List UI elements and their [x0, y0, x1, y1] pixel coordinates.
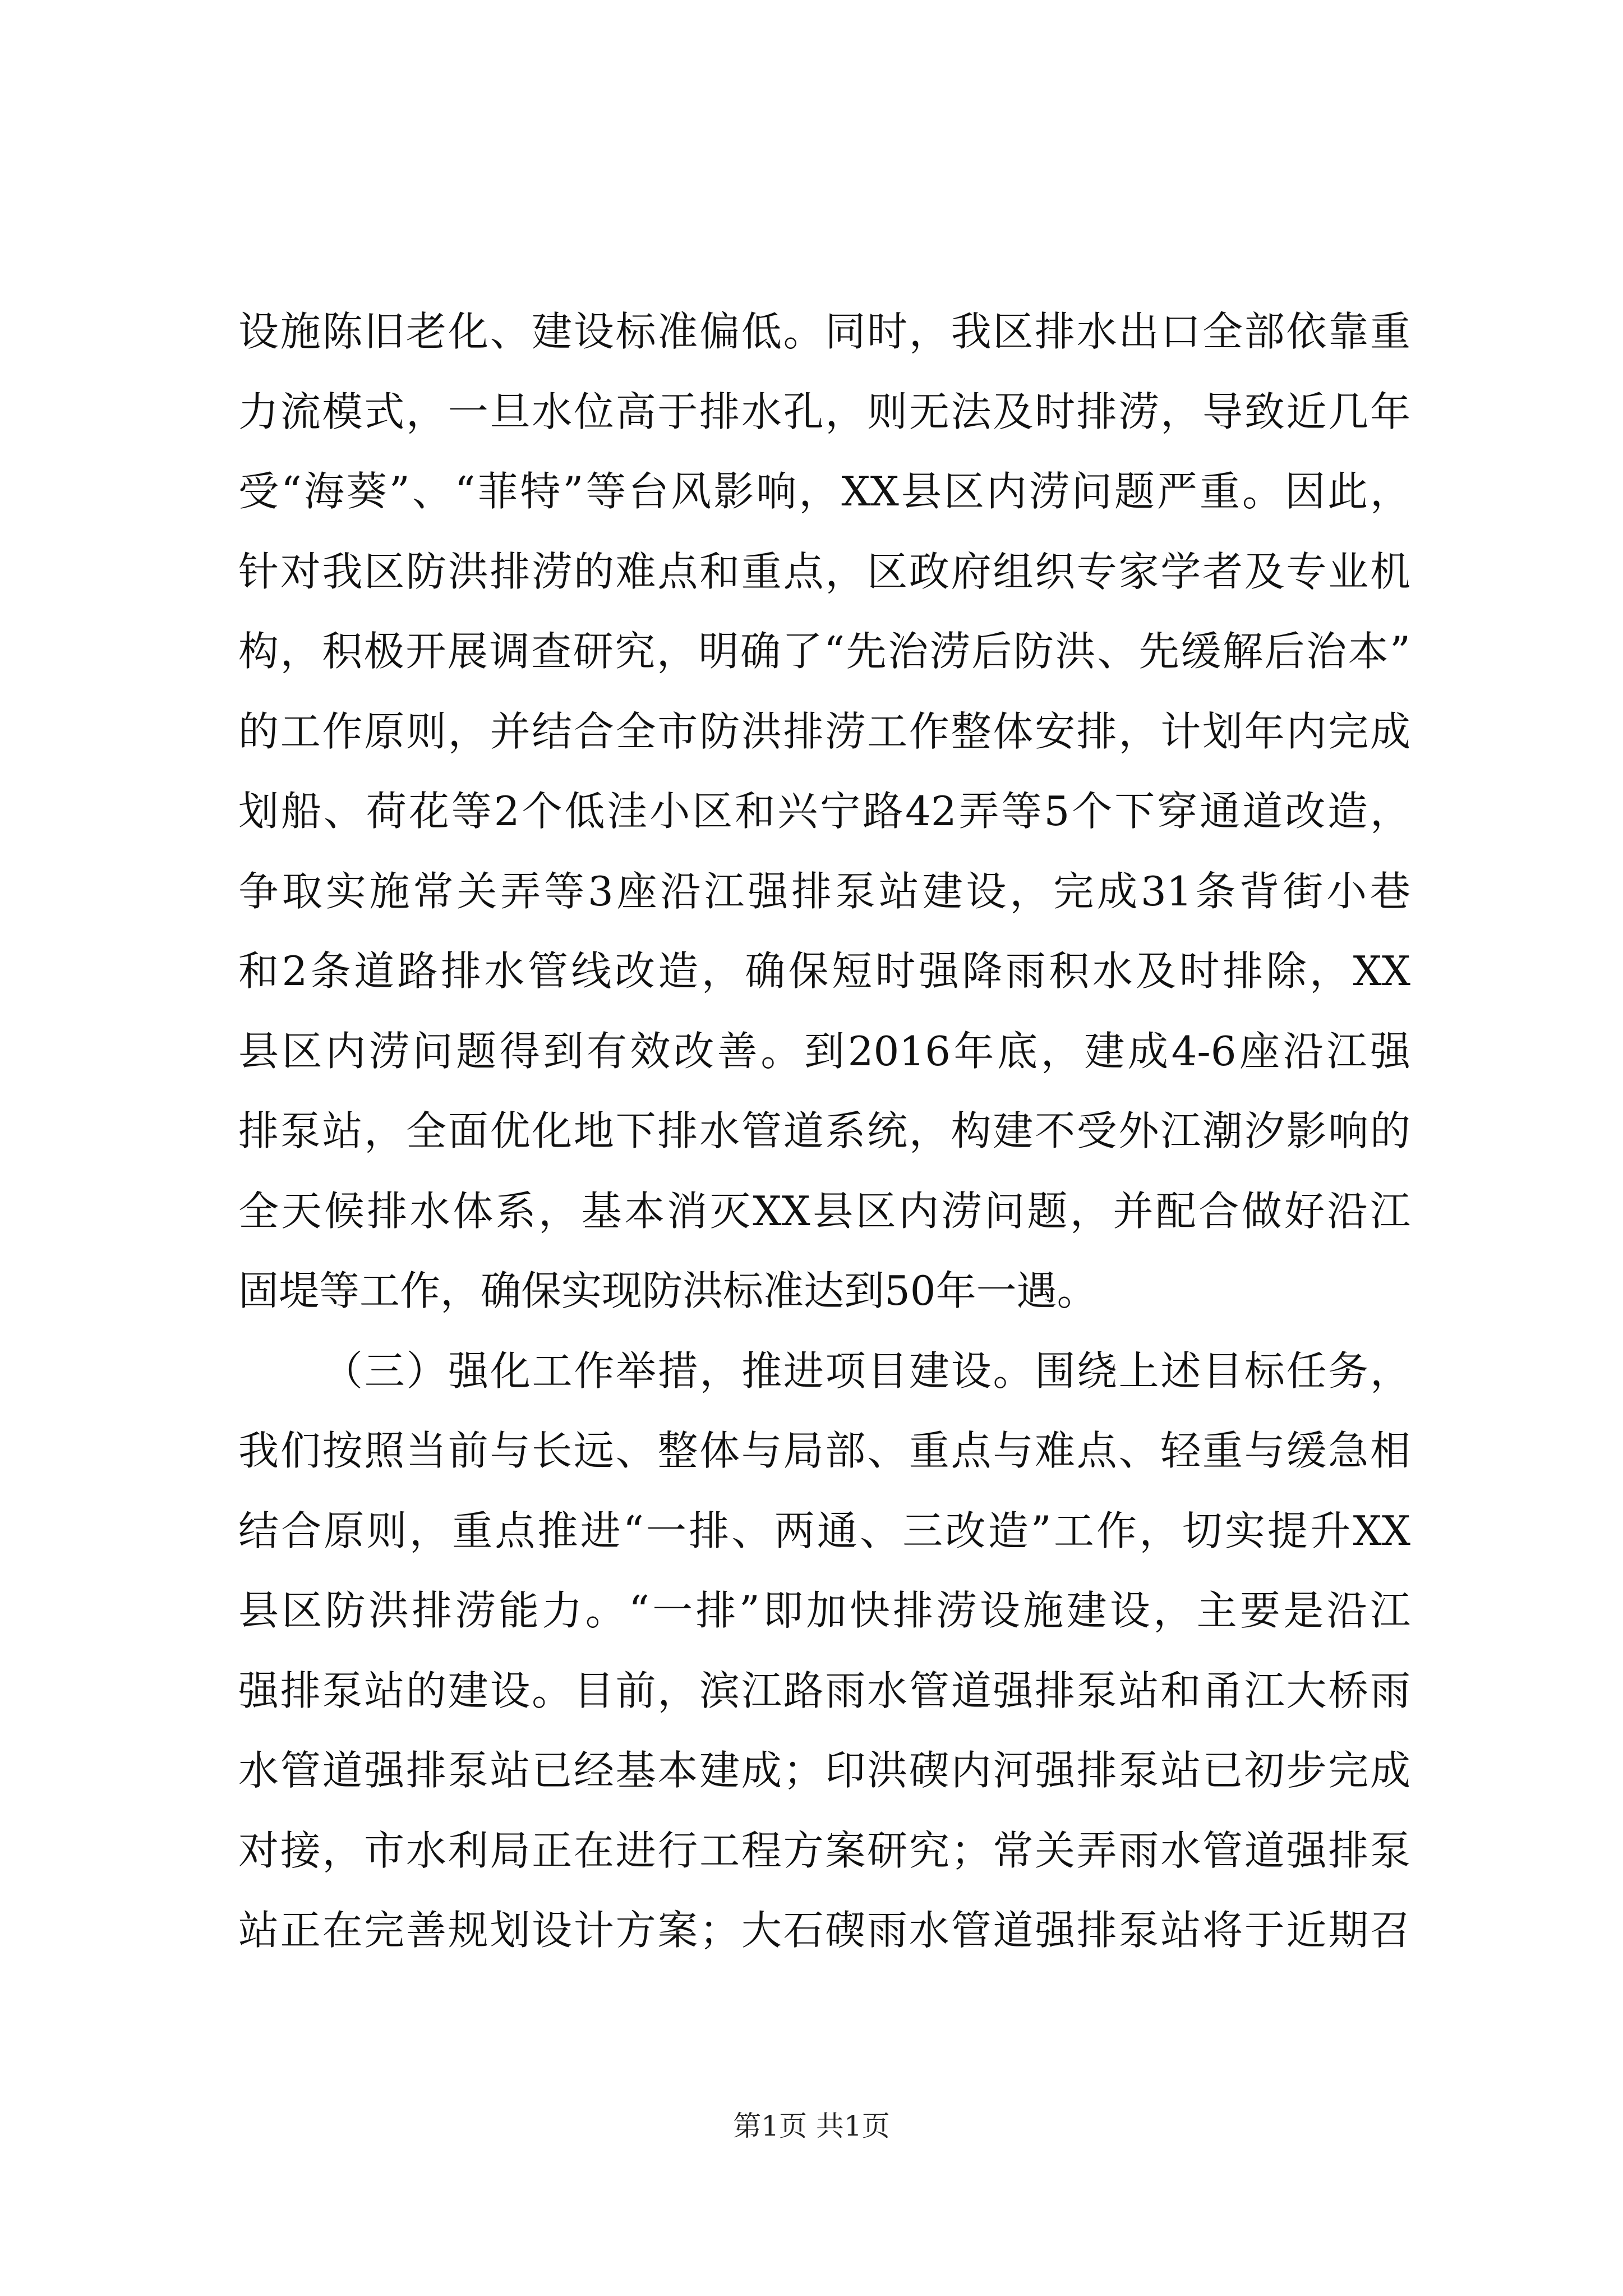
text-line: 排泵站，全面优化地下排水管道系统，构建不受外江潮汐影响的 — [238, 1107, 1410, 1154]
text-line: 力流模式，一旦水位高于排水孔，则无法及时排涝，导致近几年 — [238, 388, 1410, 435]
text-line: 全天候排水体系，基本消灭XX县区内涝问题，并配合做好沿江 — [238, 1187, 1410, 1235]
text-line: 争取实施常关弄等3座沿江强排泵站建设，完成31条背街小巷 — [238, 867, 1410, 915]
text-line: 划船、荷花等2个低洼小区和兴宁路42弄等5个下穿通道改造， — [238, 788, 1410, 835]
paragraph-end-line: 固堤等工作，确保实现防洪标准达到50年一遇。 — [238, 1267, 1098, 1314]
text-line: 的工作原则，并结合全市防洪排涝工作整体安排，计划年内完成 — [238, 707, 1410, 755]
text-line: 对接，市水利局正在进行工程方案研究；常关弄雨水管道强排泵 — [238, 1826, 1410, 1874]
text-line: 和2条道路排水管线改造，确保短时强降雨积水及时排除，XX — [238, 947, 1410, 995]
text-line: 水管道强排泵站已经基本建成；印洪碶内河强排泵站已初步完成 — [238, 1747, 1410, 1794]
text-line: 站正在完善规划设计方案；大石碶雨水管道强排泵站将于近期召 — [238, 1907, 1410, 1954]
section-heading-line: （三）强化工作举措，推进项目建设。围绕上述目标任务， — [322, 1347, 1410, 1395]
text-line: 强排泵站的建设。目前，滨江路雨水管道强排泵站和甬江大桥雨 — [238, 1667, 1410, 1714]
text-line: 构，积极开展调查研究，明确了“先治涝后防洪、先缓解后治本” — [238, 628, 1410, 675]
text-line: 设施陈旧老化、建设标准偏低。同时，我区排水出口全部依靠重 — [238, 308, 1410, 355]
text-line: 受“海葵”、“菲特”等台风影响，XX县区内涝问题严重。因此， — [238, 468, 1410, 515]
text-line: 结合原则，重点推进“一排、两通、三改造”工作，切实提升XX — [238, 1507, 1410, 1554]
text-line: 县区内涝问题得到有效改善。到2016年底，建成4-6座沿江强 — [238, 1027, 1410, 1075]
text-line: 针对我区防洪排涝的难点和重点，区政府组织专家学者及专业机 — [238, 547, 1410, 595]
text-line: 县区防洪排涝能力。“一排”即加快排涝设施建设，主要是沿江 — [238, 1587, 1410, 1634]
text-line: 我们按照当前与长远、整体与局部、重点与难点、轻重与缓急相 — [238, 1427, 1410, 1474]
body-text — [238, 292, 1410, 1971]
page-number-footer: 第1页 共1页 — [733, 2110, 890, 2142]
